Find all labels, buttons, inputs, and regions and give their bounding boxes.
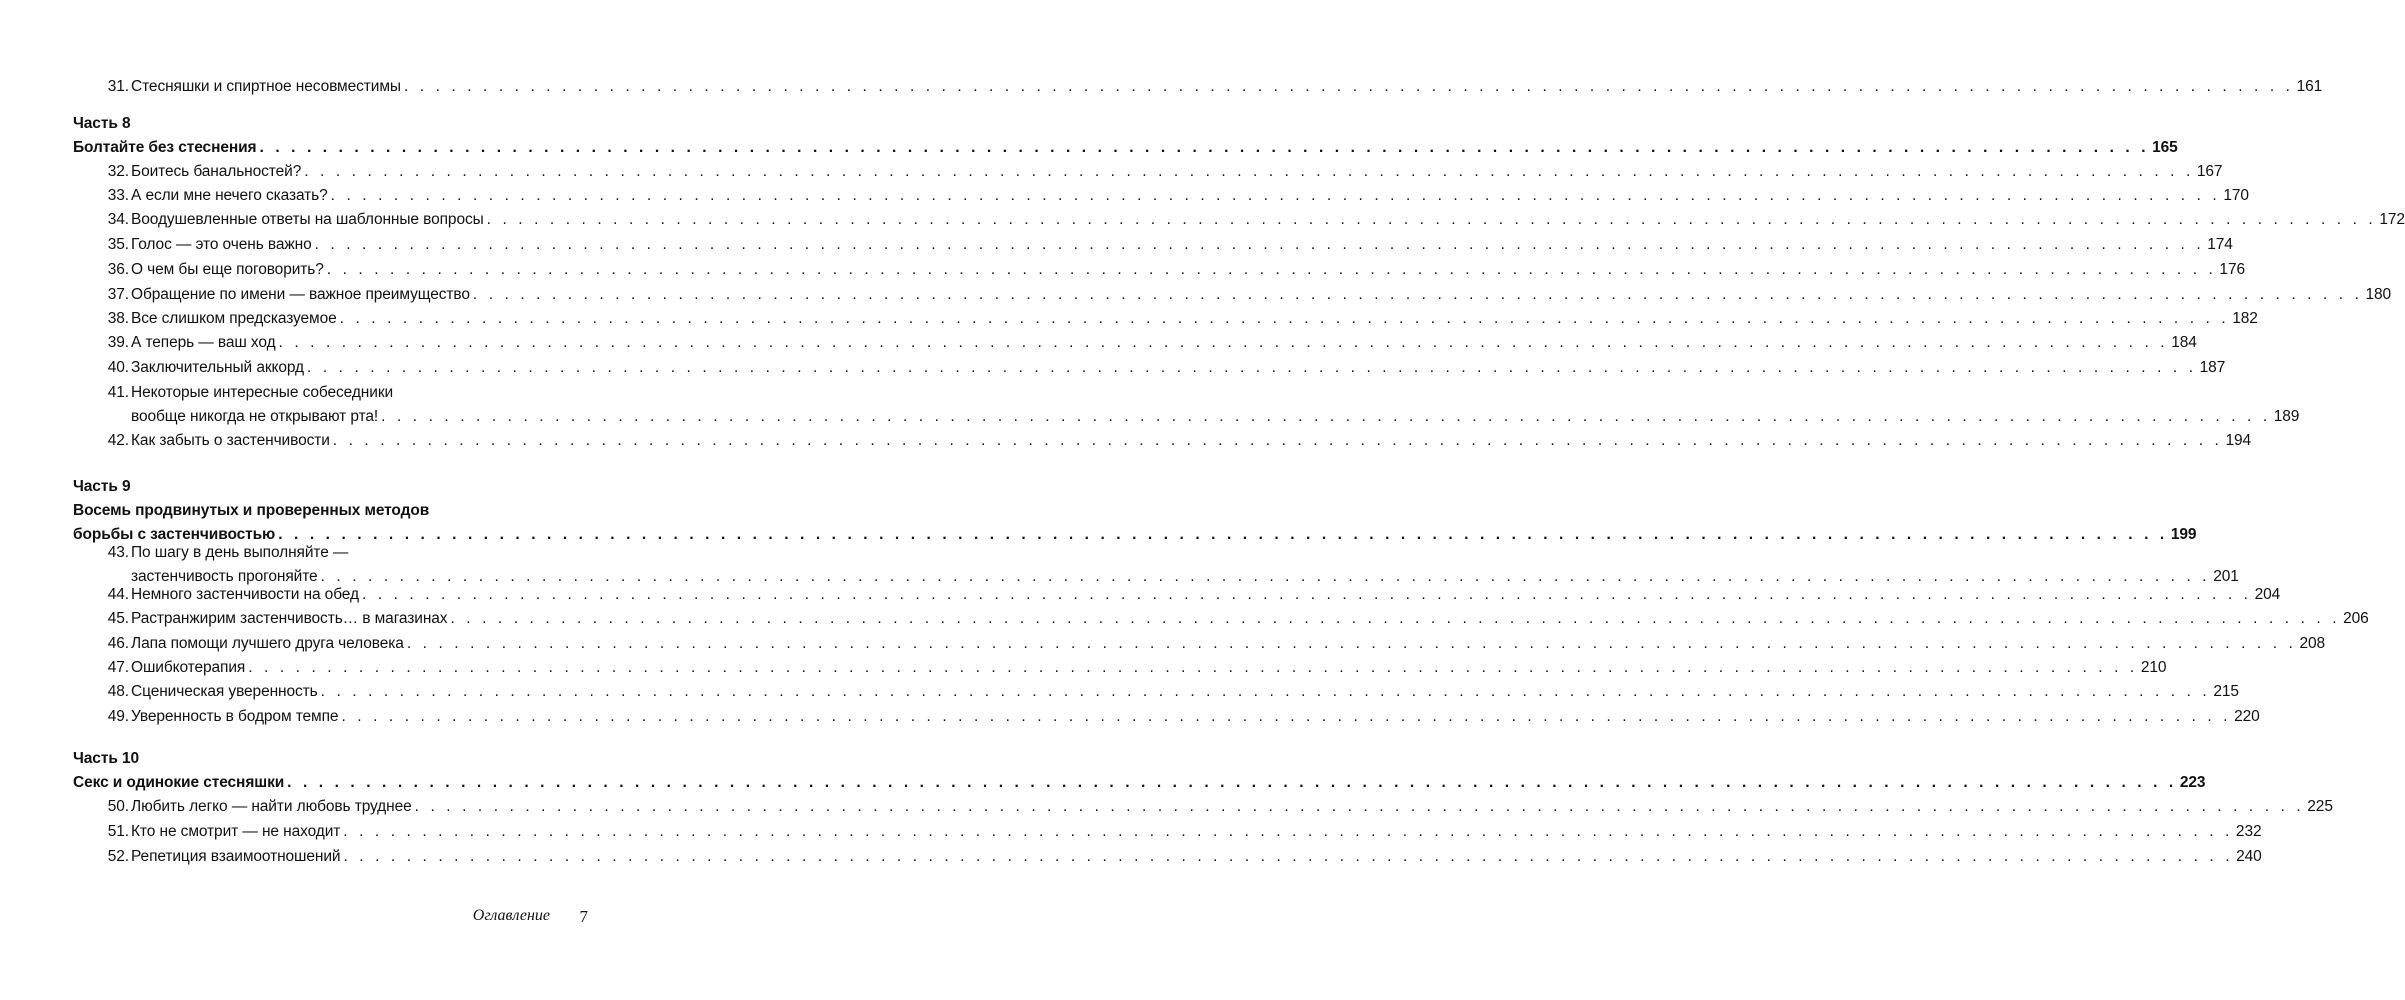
toc-entry-number: 39. — [107, 334, 129, 351]
leader-dots: . . . . . . . . . . . . . . . . . . . . . . . . . . . . . . . . . . . . . . . . . . . . . . . . . . . . . . . . . . . . . . . . . . . . . . . . . . . . . . . . . . . . . . . . . . . . . . . . . . . . . . . . . . . . . . . . . . . . . . . . — [320, 568, 2211, 585]
toc-title: По шагу в день выполняйте — — [131, 544, 349, 561]
toc-entry-number: 36. — [107, 261, 129, 278]
toc-entry — [0, 705, 2260, 729]
toc-line — [131, 607, 2369, 631]
toc-page-number: 201 — [2213, 568, 2239, 585]
toc-page-number: 165 — [2152, 139, 2178, 156]
toc-entry-number: 32. — [107, 163, 129, 180]
toc-line — [131, 75, 2323, 99]
toc-page-number: 170 — [2223, 187, 2249, 204]
toc-page-number: 180 — [2365, 286, 2392, 303]
toc-title: Ошибкотерапия — [131, 659, 246, 676]
toc-title: Болтайте без стеснения — [73, 139, 257, 156]
toc-page-number: 232 — [2235, 823, 2262, 840]
toc-page-number: 225 — [2307, 798, 2333, 815]
toc-title: вообще никогда не открывают рта! — [131, 408, 379, 425]
toc-page-number: 206 — [2343, 610, 2369, 627]
leader-dots: . . . . . . . . . . . . . . . . . . . . . . . . . . . . . . . . . . . . . . . . . . . . . . . . . . . . . . . . . . . . . . . . . . . . . . . . . . . . . . . . . . . . . . . . . . . . . . . . . . . . . . . . . . . . . . . . . . . . . . . . — [403, 78, 2294, 95]
toc-title: Восемь продвинутых и проверенных методов — [73, 502, 430, 519]
leader-dots: . . . . . . . . . . . . . . . . . . . . . . . . . . . . . . . . . . . . . . . . . . . . . . . . . . . . . . . . . . . . . . . . . . . . . . . . . . . . . . . . . . . . . . . . . . . . . . . . . . . . . . . . . . . . . . . . . . . . . . . . — [339, 310, 2230, 327]
toc-entry-number: 49. — [107, 708, 129, 725]
leader-dots: . . . . . . . . . . . . . . . . . . . . . . . . . . . . . . . . . . . . . . . . . . . . . . . . . . . . . . . . . . . . . . . . . . . . . . . . . . . . . . . . . . . . . . . . . . . . . . . . . . . . . . . . . . . . . . . . . . . . . . . . — [343, 823, 2233, 840]
toc-page-number: 167 — [2196, 163, 2223, 180]
toc-page-number: 176 — [2219, 261, 2245, 278]
toc-page-number: 172 — [2379, 211, 2405, 228]
leader-dots: . . . . . . . . . . . . . . . . . . . . . . . . . . . . . . . . . . . . . . . . . . . . . . . . . . . . . . . . . . . . . . . . . . . . . . . . . . . . . . . . . . . . . . . . . . . . . . . . . . . . . . . . . . . . . . . . . . . . . . . . — [326, 261, 2217, 278]
toc-line — [131, 405, 2300, 429]
toc-entry — [0, 795, 2333, 819]
toc-line — [73, 771, 2206, 795]
toc-entry-number: 42. — [107, 432, 129, 449]
toc-line — [131, 356, 2226, 380]
toc-title: Репетиция взаимоотношений — [131, 848, 341, 865]
toc-title: Голос — это очень важно — [131, 236, 312, 253]
toc-entry — [0, 283, 2392, 307]
toc-entry — [0, 307, 2258, 331]
toc-title: А если мне нечего сказать? — [131, 187, 328, 204]
toc-entry — [0, 233, 2233, 257]
toc-entry-number: 33. — [107, 187, 129, 204]
leader-dots: . . . . . . . . . . . . . . . . . . . . . . . . . . . . . . . . . . . . . . . . . . . . . . . . . . . . . . . . . . . . . . . . . . . . . . . . . . . . . . . . . . . . . . . . . . . . . . . . . . . . . . . . . . . . . . . . . . . . . . . . — [304, 163, 2194, 180]
leader-dots: . . . . . . . . . . . . . . . . . . . . . . . . . . . . . . . . . . . . . . . . . . . . . . . . . . . . . . . . . . . . . . . . . . . . . . . . . . . . . . . . . . . . . . . . . . . . . . . . . . . . . . . . . . . . . . . . . . . . . . . . — [332, 432, 2223, 449]
leader-dots: . . . . . . . . . . . . . . . . . . . . . . . . . . . . . . . . . . . . . . . . . . . . . . . . . . . . . . . . . . . . . . . . . . . . . . . . . . . . . . . . . . . . . . . . . . . . . . . . . . . . . . . . . . . . . . . . . . . . . . . . — [406, 635, 2297, 652]
toc-line — [131, 283, 2392, 307]
toc-line — [131, 429, 2251, 453]
toc-entry-number: 41. — [107, 384, 129, 401]
running-footer-title: Оглавление — [472, 907, 550, 924]
leader-dots: . . . . . . . . . . . . . . . . . . . . . . . . . . . . . . . . . . . . . . . . . . . . . . . . . . . . . . . . . . . . . . . . . . . . . . . . . . . . . . . . . . . . . . . . . . . . . . . . . . . . . . . . . . . . . . . . . . . . . . . . — [307, 359, 2197, 376]
toc-entry — [0, 680, 2239, 704]
toc-page-number: 182 — [2232, 310, 2258, 327]
toc-line — [131, 381, 589, 405]
toc-page-number: 210 — [2140, 659, 2167, 676]
toc-line — [131, 583, 2281, 607]
toc-line — [131, 632, 2326, 656]
toc-title: Сценическая уверенность — [131, 683, 318, 700]
toc-title: Некоторые интересные собеседники — [131, 384, 394, 401]
toc-page-number: 184 — [2171, 334, 2197, 351]
toc-line — [131, 331, 2197, 355]
toc-line — [131, 820, 2262, 844]
toc-line — [131, 307, 2258, 331]
toc-entry-number: 48. — [107, 683, 129, 700]
leader-dots: . . . . . . . . . . . . . . . . . . . . . . . . . . . . . . . . . . . . . . . . . . . . . . . . . . . . . . . . . . . . . . . . . . . . . . . . . . . . . . . . . . . . . . . . . . . . . . . . . . . . . . . . . . . . . . . . . . . . . . . . — [472, 286, 2363, 303]
toc-page-number: 220 — [2234, 708, 2260, 725]
leader-dots: . . . . . . . . . . . . . . . . . . . . . . . . . . . . . . . . . . . . . . . . . . . . . . . . . . . . . . . . . . . . . . . . . . . . . . . . . . . . . . . . . . . . . . . . . . . . . . . . . . . . . . . . . . . . . . . . . . . . . . . . — [287, 774, 2177, 791]
leader-dots: . . . . . . . . . . . . . . . . . . . . . . . . . . . . . . . . . . . . . . . . . . . . . . . . . . . . . . . . . . . . . . . . . . . . . . . . . . . . . . . . . . . . . . . . . . . . . . . . . . . . . . . . . . . . . . . . . . . . . . . . — [343, 848, 2234, 865]
toc-entry — [0, 845, 2262, 869]
leader-dots: . . . . . . . . . . . . . . . . . . . . . . . . . . . . . . . . . . . . . . . . . . . . . . . . . . . . . . . . . . . . . . . . . . . . . . . . . . . . . . . . . . . . . . . . . . . . . . . . . . . . . . . . . . . . . . . . . . . . . . . . — [278, 526, 2168, 543]
toc-entry — [0, 820, 2262, 844]
toc-page-number: 240 — [2236, 848, 2262, 865]
toc-page-number: 161 — [2296, 78, 2323, 95]
toc-entry — [0, 331, 2197, 355]
toc-entry — [0, 656, 2167, 680]
toc-entry-number: 51. — [107, 823, 129, 840]
toc-page-number: 189 — [2273, 408, 2300, 425]
toc-entry-number: 43. — [107, 544, 129, 561]
toc-title: Кто не смотрит — не находит — [131, 823, 341, 840]
toc-title: Воодушевленные ответы на шаблонные вопросы — [131, 211, 484, 228]
toc-entry — [0, 583, 2281, 607]
toc-entry-number: 31. — [107, 78, 129, 95]
toc-title: Обращение по имени — важное преимущество — [131, 286, 470, 303]
toc-page-number: 204 — [2254, 586, 2281, 603]
toc-entry — [0, 258, 2245, 282]
toc-entry — [0, 208, 2405, 232]
leader-dots: . . . . . . . . . . . . . . . . . . . . . . . . . . . . . . . . . . . . . . . . . . . . . . . . . . . . . . . . . . . . . . . . . . . . . . . . . . . . . . . . . . . . . . . . . . . . . . . . . . . . . . . . . . . . . . . . . . . . . . . . — [320, 683, 2211, 700]
leader-dots: . . . . . . . . . . . . . . . . . . . . . . . . . . . . . . . . . . . . . . . . . . . . . . . . . . . . . . . . . . . . . . . . . . . . . . . . . . . . . . . . . . . . . . . . . . . . . . . . . . . . . . . . . . . . . . . . . . . . . . . . — [278, 334, 2169, 351]
leader-dots: . . . . . . . . . . . . . . . . . . . . . . . . . . . . . . . . . . . . . . . . . . . . . . . . . . . . . . . . . . . . . . . . . . . . . . . . . . . . . . . . . . . . . . . . . . . . . . . . . . . . . . . . . . . . . . . . . . . . . . . . — [361, 586, 2252, 603]
toc-title: Секс и одинокие стесняшки — [73, 774, 285, 791]
toc-entry-number: 34. — [107, 211, 129, 228]
leader-dots: . . . . . . . . . . . . . . . . . . . . . . . . . . . . . . . . . . . . . . . . . . . . . . . . . . . . . . . . . . . . . . . . . . . . . . . . . . . . . . . . . . . . . . . . . . . . . . . . . . . . . . . . . . . . . . . . . . . . . . . . — [450, 610, 2341, 627]
toc-line — [131, 233, 2233, 257]
toc-title: О чем бы еще поговорить? — [131, 261, 324, 278]
toc-line — [131, 680, 2239, 704]
toc-entry — [0, 356, 2226, 380]
toc-page-number: 215 — [2213, 683, 2239, 700]
part-label: Часть 10 — [73, 750, 139, 767]
toc-entry — [0, 160, 2223, 184]
toc-line — [131, 208, 2405, 232]
toc-title: Стесняшки и спиртное несовместимы — [131, 78, 401, 95]
toc-line — [131, 845, 2262, 869]
toc-entry-number: 47. — [107, 659, 129, 676]
toc-entry — [0, 381, 2300, 429]
leader-dots: . . . . . . . . . . . . . . . . . . . . . . . . . . . . . . . . . . . . . . . . . . . . . . . . . . . . . . . . . . . . . . . . . . . . . . . . . . . . . . . . . . . . . . . . . . . . . . . . . . . . . . . . . . . . . . . . . . . . . . . . — [486, 211, 2377, 228]
toc-title: А теперь — ваш ход — [131, 334, 276, 351]
toc-page-number: 199 — [2170, 526, 2197, 543]
leader-dots: . . . . . . . . . . . . . . . . . . . . . . . . . . . . . . . . . . . . . . . . . . . . . . . . . . . . . . . . . . . . . . . . . . . . . . . . . . . . . . . . . . . . . . . . . . . . . . . . . . . . . . . . . . . . . . . . . . . . . . . . — [248, 659, 2138, 676]
toc-title: Лапа помощи лучшего друга человека — [131, 635, 404, 652]
toc-title: Уверенность в бодром темпе — [131, 708, 339, 725]
leader-dots: . . . . . . . . . . . . . . . . . . . . . . . . . . . . . . . . . . . . . . . . . . . . . . . . . . . . . . . . . . . . . . . . . . . . . . . . . . . . . . . . . . . . . . . . . . . . . . . . . . . . . . . . . . . . . . . . . . . . . . . . — [259, 139, 2150, 156]
toc-entry-number: 52. — [107, 848, 129, 865]
toc-line — [73, 136, 2178, 160]
toc-title: Растранжирим застенчивость… в магазинах — [131, 610, 448, 627]
toc-page-number: 174 — [2207, 236, 2233, 253]
toc-line — [131, 656, 2167, 680]
toc-entry-number: 35. — [107, 236, 129, 253]
toc-page-number: 194 — [2225, 432, 2251, 449]
toc-entry-number: 40. — [107, 359, 129, 376]
toc-line — [131, 795, 2333, 819]
toc-entry — [0, 429, 2251, 453]
toc-line — [131, 705, 2260, 729]
toc-line — [73, 499, 589, 523]
toc-entry — [0, 184, 2249, 208]
leader-dots: . . . . . . . . . . . . . . . . . . . . . . . . . . . . . . . . . . . . . . . . . . . . . . . . . . . . . . . . . . . . . . . . . . . . . . . . . . . . . . . . . . . . . . . . . . . . . . . . . . . . . . . . . . . . . . . . . . . . . . . . — [381, 408, 2271, 425]
leader-dots: . . . . . . . . . . . . . . . . . . . . . . . . . . . . . . . . . . . . . . . . . . . . . . . . . . . . . . . . . . . . . . . . . . . . . . . . . . . . . . . . . . . . . . . . . . . . . . . . . . . . . . . . . . . . . . . . . . . . . . . . — [341, 708, 2232, 725]
toc-line — [131, 258, 2245, 282]
toc-page-number: 208 — [2299, 635, 2326, 652]
toc-entry — [0, 607, 2369, 631]
toc-entry — [0, 541, 2239, 589]
toc-page-number: 223 — [2179, 774, 2206, 791]
leader-dots: . . . . . . . . . . . . . . . . . . . . . . . . . . . . . . . . . . . . . . . . . . . . . . . . . . . . . . . . . . . . . . . . . . . . . . . . . . . . . . . . . . . . . . . . . . . . . . . . . . . . . . . . . . . . . . . . . . . . . . . . — [330, 187, 2221, 204]
part-label: Часть 9 — [73, 478, 131, 495]
toc-entry — [0, 75, 2323, 99]
toc-title: Все слишком предсказуемое — [131, 310, 337, 327]
toc-line — [131, 541, 589, 565]
part-label: Часть 8 — [73, 115, 131, 132]
leader-dots: . . . . . . . . . . . . . . . . . . . . . . . . . . . . . . . . . . . . . . . . . . . . . . . . . . . . . . . . . . . . . . . . . . . . . . . . . . . . . . . . . . . . . . . . . . . . . . . . . . . . . . . . . . . . . . . . . . . . . . . . — [414, 798, 2305, 815]
toc-page-number: 187 — [2199, 359, 2226, 376]
toc-title: Заключительный аккорд — [131, 359, 305, 376]
toc-entry — [0, 632, 2326, 656]
toc-entry-number: 46. — [107, 635, 129, 652]
toc-entry-number: 37. — [107, 286, 129, 303]
toc-line — [131, 184, 2249, 208]
toc-title: борьбы с застенчивостью — [73, 526, 276, 543]
leader-dots: . . . . . . . . . . . . . . . . . . . . . . . . . . . . . . . . . . . . . . . . . . . . . . . . . . . . . . . . . . . . . . . . . . . . . . . . . . . . . . . . . . . . . . . . . . . . . . . . . . . . . . . . . . . . . . . . . . . . . . . . — [314, 236, 2205, 253]
toc-title: Немного застенчивости на обед — [131, 586, 359, 603]
toc-entry-number: 45. — [107, 610, 129, 627]
toc-title: Как забыть о застенчивости — [131, 432, 330, 449]
page-number: 7 — [579, 907, 588, 926]
toc-title: застенчивость прогоняйте — [131, 568, 318, 585]
toc-title: Боитесь банальностей? — [131, 163, 302, 180]
toc-entry-number: 44. — [107, 586, 129, 603]
toc-line — [131, 160, 2223, 184]
toc-entry-number: 38. — [107, 310, 129, 327]
toc-entry-number: 50. — [107, 798, 129, 815]
toc-title: Любить легко — найти любовь труднее — [131, 798, 412, 815]
